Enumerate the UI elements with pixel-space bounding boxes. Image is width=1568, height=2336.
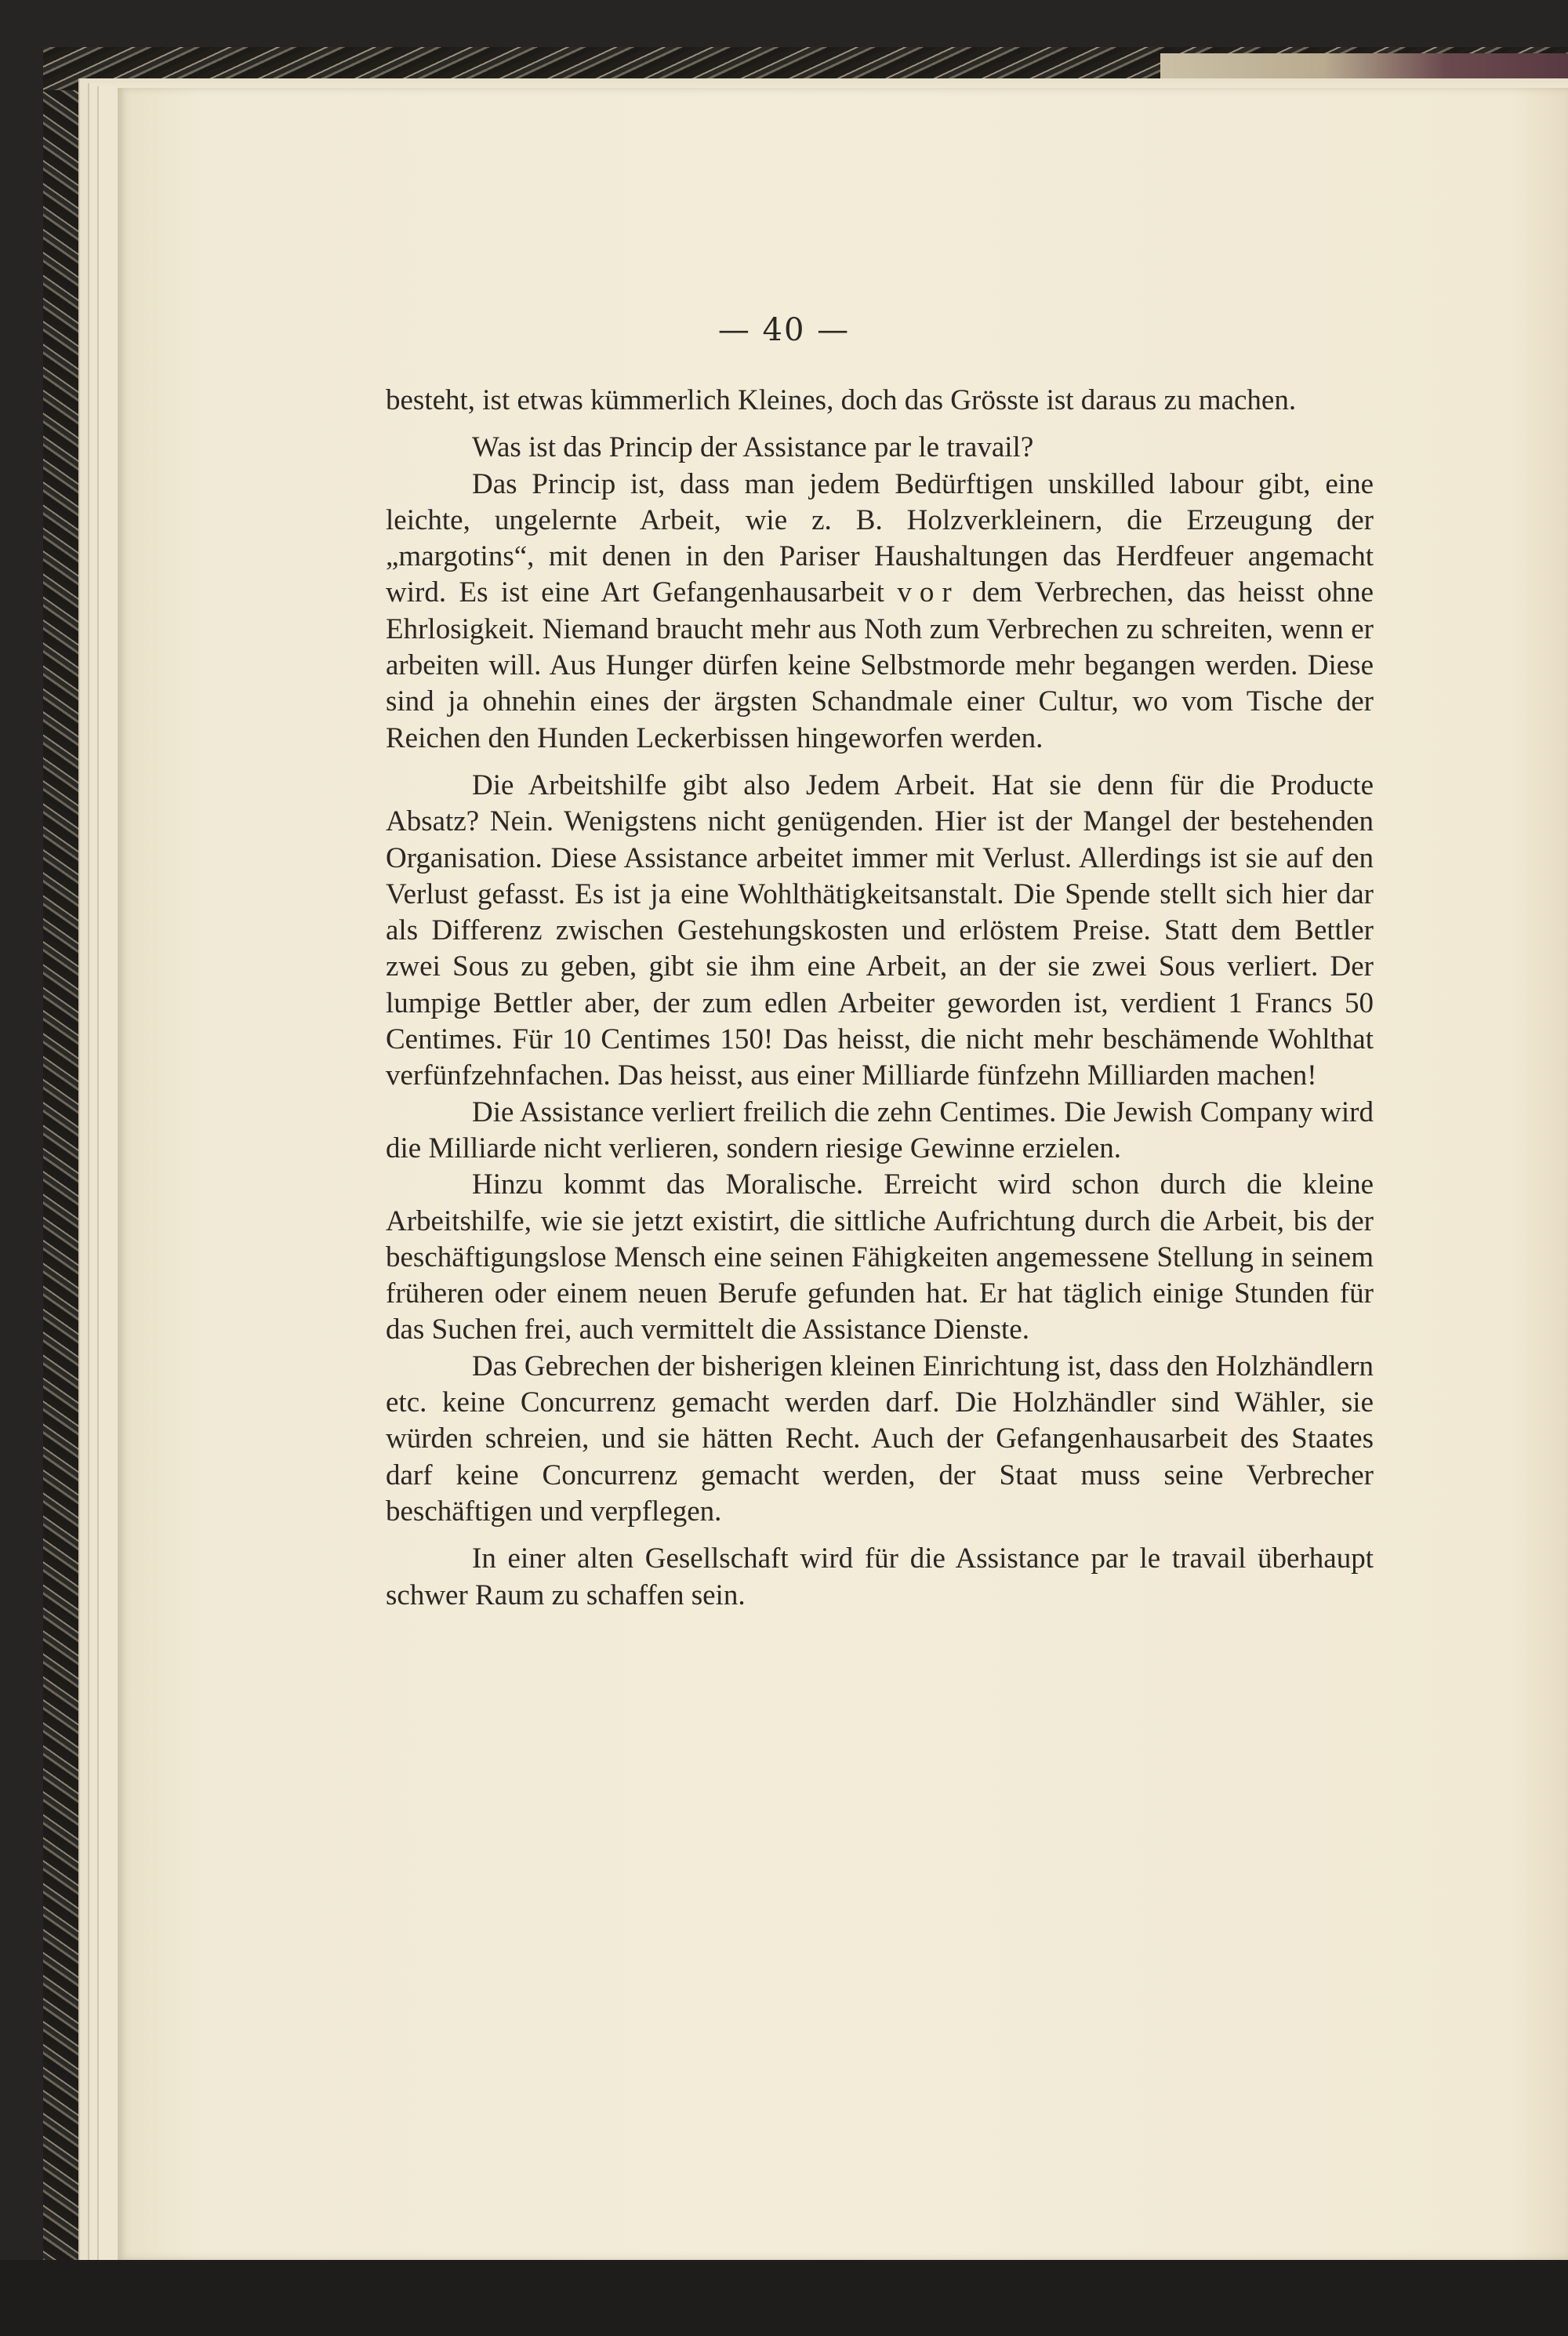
emphasized-word: vor: [897, 576, 960, 609]
paragraph: In einer alten Gesellschaft wird für die Assistance par le travail überhaupt schwer Raum zu schaffen sein.: [386, 1542, 1374, 1611]
paragraph: [386, 467, 1374, 757]
paragraph-text: dem Verbrechen, das heisst ohne Ehrlosigkeit. Niemand braucht mehr aus Noth zum Verbrechen zu schreiten, wenn er arbeiten will. Aus Hunger dürfen keine Selbstmorde mehr begangen werden. Diese sind ja ohnehin eines der ärgsten Schandmale einer Cultur, wo vom Tische der Reichen den Hunden Leckerbissen hingeworfen werden.: [386, 576, 1374, 754]
paragraph: Das Gebrechen der bisherigen kleinen Einrichtung ist, dass den Holzhändlern etc. keine Concurrenz gemacht werden darf. Die Holzhändler sind Wähler, sie würden schreien, und sie hätten Recht. Auch der Gefangenhausarbeit des Staates darf keine Concurrenz gemacht werden, der Staat muss seine Verbrecher beschäftigen und verpflegen.: [386, 1350, 1374, 1528]
paragraph-text: Das Princip ist, dass man jedem Bedürftigen unskilled labour gibt, eine leichte, ungelernte Arbeit, wie z. B. Holzverkleinern, die Erzeugung der „margotins“, mit denen in den Pariser Haushaltungen das Herdfeuer angemacht wird. Es ist eine Art Gefangenhausarbeit: [386, 467, 1374, 609]
paragraph: Was ist das Princip der Assistance par le travail?: [472, 431, 1034, 464]
paragraph: besteht, ist etwas kümmerlich Kleines, doch das Grösste ist daraus zu machen.: [386, 384, 1297, 416]
paragraph: Hinzu kommt das Moralische. Erreicht wird schon durch die kleine Arbeitshilfe, wie sie jetzt existirt, die sittliche Aufrichtung durch die Arbeit, bis der beschäftigungslose Mensch eine seinen Fähigkeiten angemessene Stellung in seinem früheren oder einem neuen Berufe gefunden hat. Er hat täglich einige Stunden für das Suchen frei, auch vermittelt die Assistance Dienste.: [386, 1168, 1374, 1346]
scan-background: [0, 2260, 1568, 2336]
paragraph: Die Arbeitshilfe gibt also Jedem Arbeit. Hat sie denn für die Producte Absatz? Nein. Wenigstens nicht genügenden. Hier ist der Mangel der bestehenden Organisation. Diese Assistance arbeitet immer mit Verlust. Allerdings ist sie auf den Verlust gefasst. Es ist ja eine Wohlthätigkeitsanstalt. Die Spende stellt sich hier dar als Differenz zwischen Gestehungskosten und erlöstem Preise. Statt dem Bettler zwei Sous zu geben, gibt sie ihm eine Arbeit, an der sie zwei Sous verliert. Der lumpige Bettler aber, der zum edlen Arbeiter geworden ist, verdient 1 Francs 50 Centimes. Für 10 Centimes 150! Das heisst, die nicht mehr beschämende Wohlthat verfünfzehnfachen. Das heisst, aus einer Milliarde fünfzehn Milliarden machen!: [386, 768, 1374, 1092]
paragraph: Die Assistance verliert freilich die zehn Centimes. Die Jewish Company wird die Milliarde nicht verlieren, sondern riesige Gewinne erzielen.: [386, 1095, 1374, 1164]
page-number: — 40 —: [717, 312, 851, 348]
body-text: [386, 383, 1374, 1614]
